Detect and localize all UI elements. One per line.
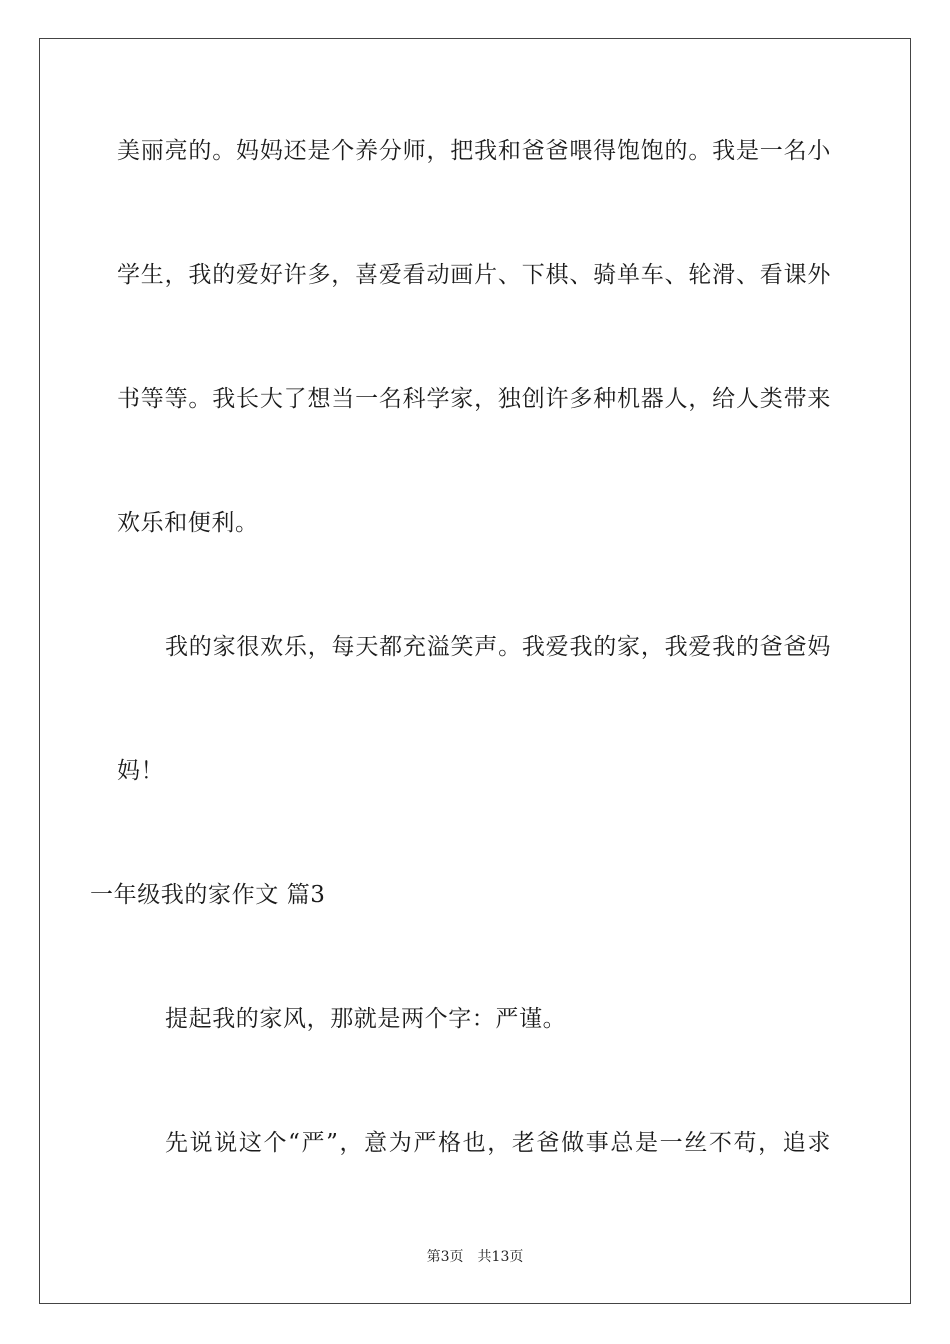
page-number: 第3页 (426, 1249, 464, 1265)
paragraph-line-2: 妈！ (117, 758, 165, 784)
page-footer (0, 1247, 950, 1267)
paragraph-line-1: 我的家很欢乐，每天都充溢笑声。我爱我的家，我爱我的爸爸妈 (165, 634, 831, 660)
paragraph-line-3: 提起我的家风，那就是两个字：严谨。 (165, 1006, 567, 1032)
section-heading: 一年级我的家作文 篇3 (90, 882, 326, 908)
page-total: 共13页 (477, 1249, 524, 1265)
body-line-2: 学生，我的爱好许多，喜爱看动画片、下棋、骑单车、轮滑、看课外 (117, 262, 831, 288)
body-line-3: 书等等。我长大了想当一名科学家，独创许多种机器人，给人类带来 (117, 386, 831, 412)
body-line-4: 欢乐和便利。 (117, 510, 259, 536)
body-line-1: 美丽亮的。妈妈还是个养分师，把我和爸爸喂得饱饱的。我是一名小 (117, 138, 831, 164)
paragraph-line-4: 先说说这个“严”，意为严格也，老爸做事总是一丝不苟，追求 (165, 1130, 831, 1156)
page-border (39, 38, 911, 1304)
